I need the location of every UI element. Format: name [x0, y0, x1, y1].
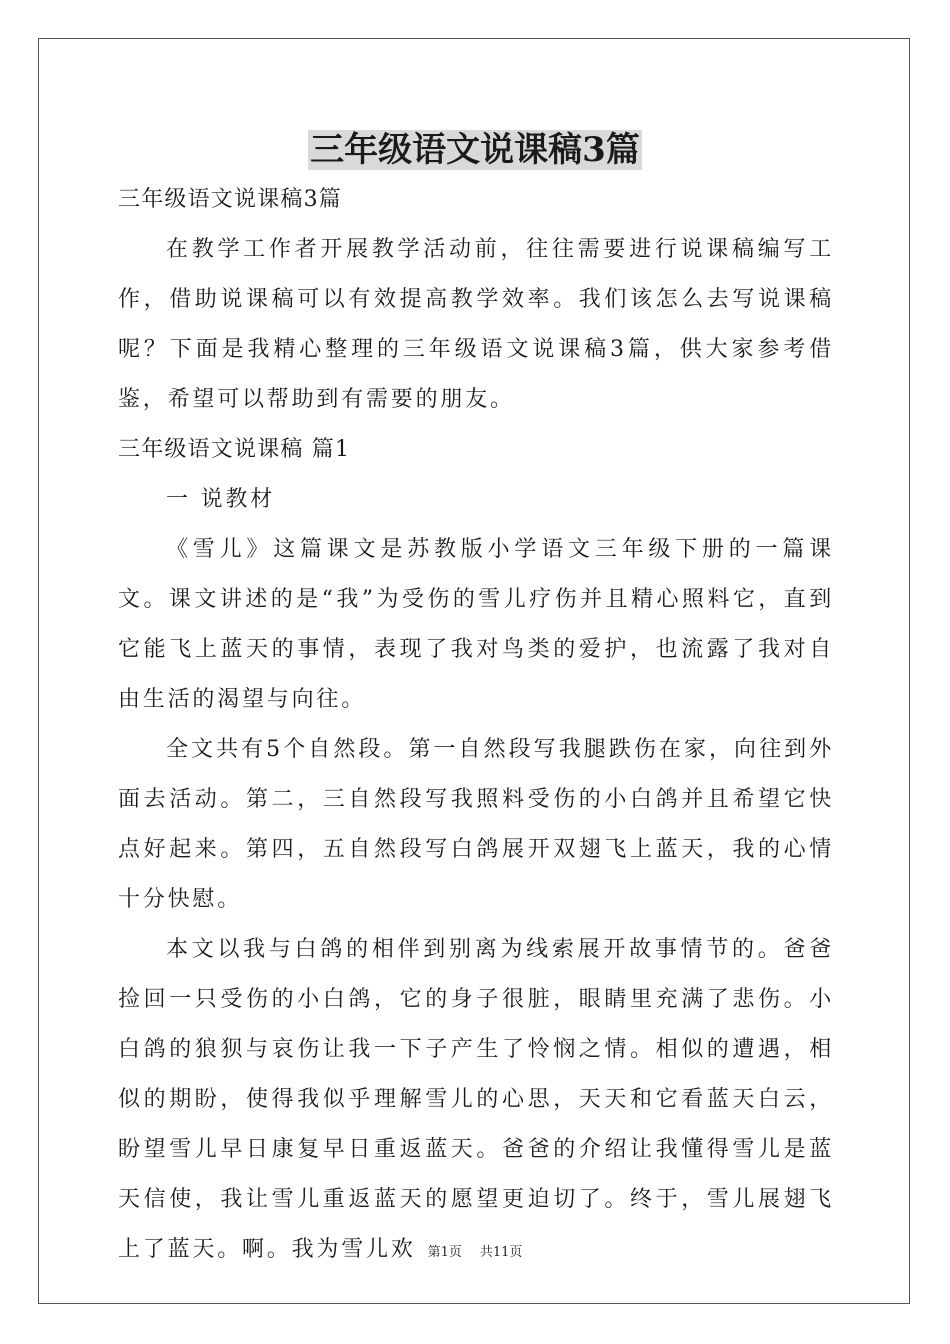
- document-title: [0, 128, 950, 172]
- intro-paragraph: 在教学工作者开展教学活动前，往往需要进行说课稿编写工作，借助说课稿可以有效提高教学效率。我们该怎么去写说课稿呢？下面是我精心整理的三年级语文说课稿3篇，供大家参考借鉴，希望可以帮助到有需要的朋友。: [118, 237, 834, 412]
- document-body: [118, 175, 834, 1275]
- total-pages: 共11页: [479, 1245, 523, 1260]
- page-footer: [0, 1241, 950, 1260]
- subsection-heading: 一 说教材: [166, 487, 275, 512]
- page-number: 第1页: [427, 1245, 462, 1260]
- document-title-text: 三年级语文说课稿3篇: [310, 130, 640, 170]
- body-paragraph-3: 本文以我与白鸽的相伴到别离为线索展开故事情节的。爸爸捡回一只受伤的小白鸽，它的身子很脏，眼睛里充满了悲伤。小白鸽的狼狈与哀伤让我一下子产生了怜悯之情。相似的遭遇，相似的期盼，使得我似乎理解雪儿的心思，天天和它看蓝天白云，盼望雪儿早日康复早日重返蓝天。爸爸的介绍让我懂得雪儿是蓝天信使，我让雪儿重返蓝天的愿望更迫切了。终于，雪儿展翅飞上了蓝天。啊。我为雪儿欢: [118, 937, 834, 1262]
- body-paragraph-2: 全文共有5个自然段。第一自然段写我腿跌伤在家，向往到外面去活动。第二，三自然段写我照料受伤的小白鸽并且希望它快点好起来。第四，五自然段写白鸽展开双翅飞上蓝天，我的心情十分快慰。: [118, 737, 834, 912]
- section-heading: 三年级语文说课稿 篇1: [118, 437, 351, 462]
- body-paragraph-1: 《雪儿》这篇课文是苏教版小学语文三年级下册的一篇课文。课文讲述的是“我”为受伤的雪儿疗伤并且精心照料它，直到它能飞上蓝天的事情，表现了我对鸟类的爱护，也流露了我对自由生活的渴望与向往。: [118, 537, 834, 712]
- subtitle-line: 三年级语文说课稿3篇: [118, 187, 342, 212]
